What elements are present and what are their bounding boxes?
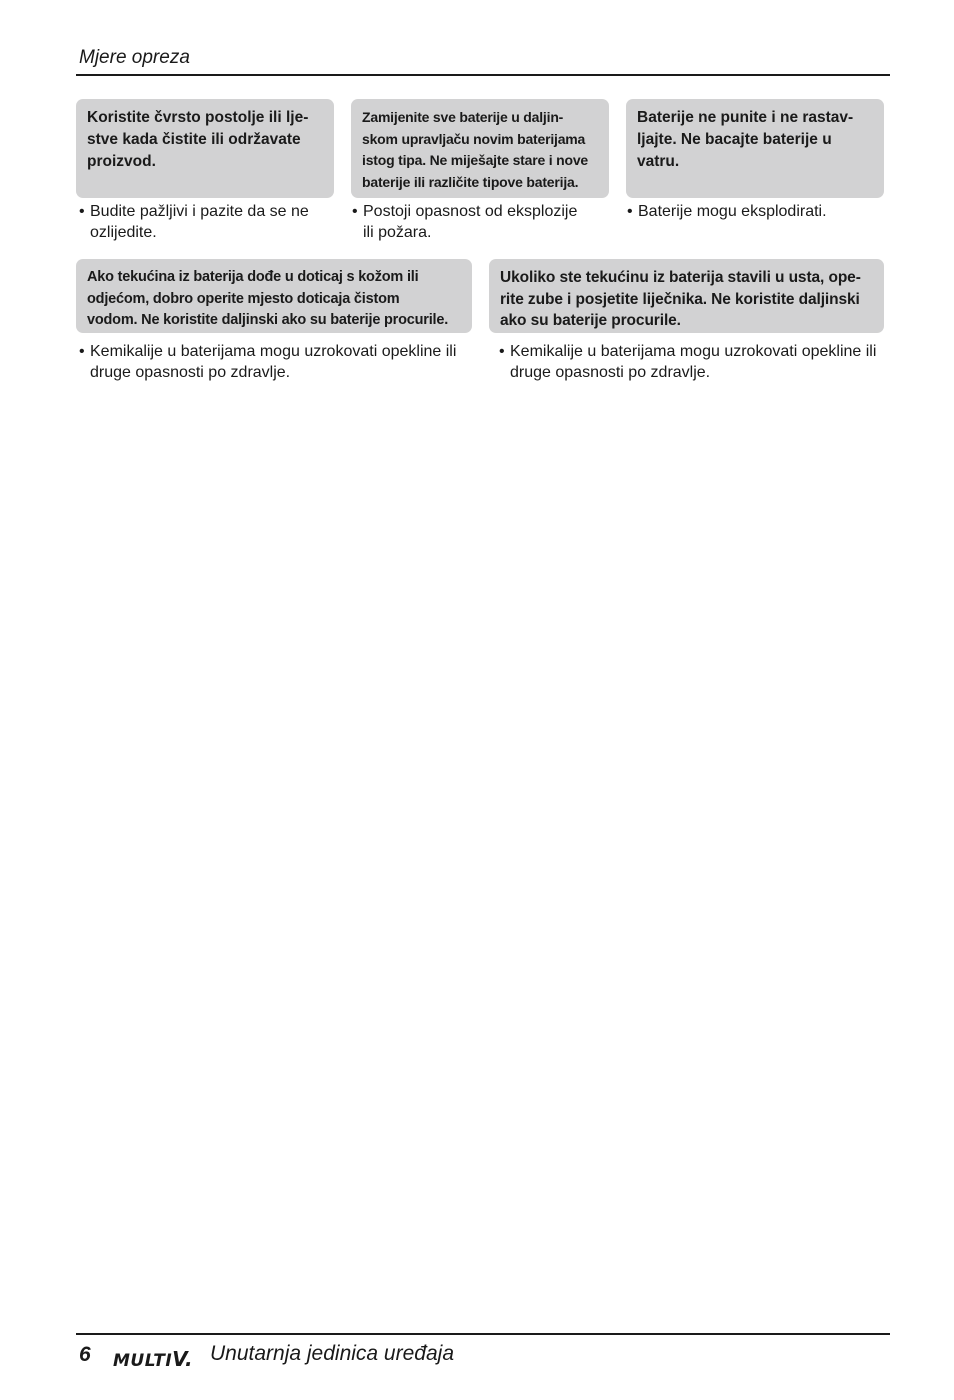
note-no-recharge — [627, 201, 898, 222]
logo-text: MULTI — [113, 1351, 173, 1371]
warning-text: Zamijenite sve baterije u daljin- skom upravljaču novim baterijama istog tipa. Ne miješajte stare i nove baterije ili različite tipove baterija. — [362, 109, 589, 190]
warning-box-skin-contact — [76, 259, 472, 333]
header-divider — [76, 74, 890, 76]
warning-box-replace-batteries — [351, 99, 609, 198]
section-title: Mjere opreza — [79, 47, 190, 68]
note-text: Postoji opasnost od eksplozije ili požara. — [363, 203, 578, 241]
note-text: Baterije mogu eksplodirati. — [638, 203, 827, 220]
warning-text: Koristite čvrsto postolje ili lje- stve kada čistite ili održavate proizvod. — [87, 109, 309, 170]
warning-text: Ako tekućina iz baterija dođe u doticaj s kožom ili odjećom, dobro operite mjesto doticaja čistom vodom. Ne koristite daljinski ako su baterije procurile. — [87, 269, 449, 328]
warning-text: Ukoliko ste tekućinu iz baterija stavili u usta, ope- rite zube i posjetite liječnika. Ne koristite daljinski ako su baterije procurile. — [500, 269, 861, 329]
note-text: Kemikalije u baterijama mogu uzrokovati opekline ili druge opasnosti po zdravlje. — [90, 343, 457, 381]
note-text: Budite pažljivi i pazite da se ne ozlijedite. — [90, 203, 309, 241]
multi-v-logo — [113, 1347, 193, 1371]
note-swallowed — [499, 341, 900, 383]
footer-title: Unutarnja jedinica uređaja — [210, 1342, 454, 1365]
bullet: • — [627, 203, 633, 220]
bullet: • — [352, 203, 358, 220]
bullet: • — [499, 343, 505, 360]
note-replace-batteries — [352, 201, 623, 243]
bullet: • — [79, 203, 85, 220]
page-number: 6 — [79, 1343, 91, 1366]
note-ladder — [79, 201, 350, 243]
warning-text: Baterije ne punite i ne rastav- ljajte. Ne bacajte baterije u vatru. — [637, 109, 854, 170]
note-text: Kemikalije u baterijama mogu uzrokovati opekline ili druge opasnosti po zdravlje. — [510, 343, 877, 381]
logo-v: V. — [172, 1347, 194, 1371]
warning-box-ladder — [76, 99, 334, 198]
bullet: • — [79, 343, 85, 360]
warning-box-swallowed — [489, 259, 884, 333]
warning-box-no-recharge — [626, 99, 884, 198]
note-skin-contact — [79, 341, 490, 383]
footer-divider — [76, 1333, 890, 1335]
